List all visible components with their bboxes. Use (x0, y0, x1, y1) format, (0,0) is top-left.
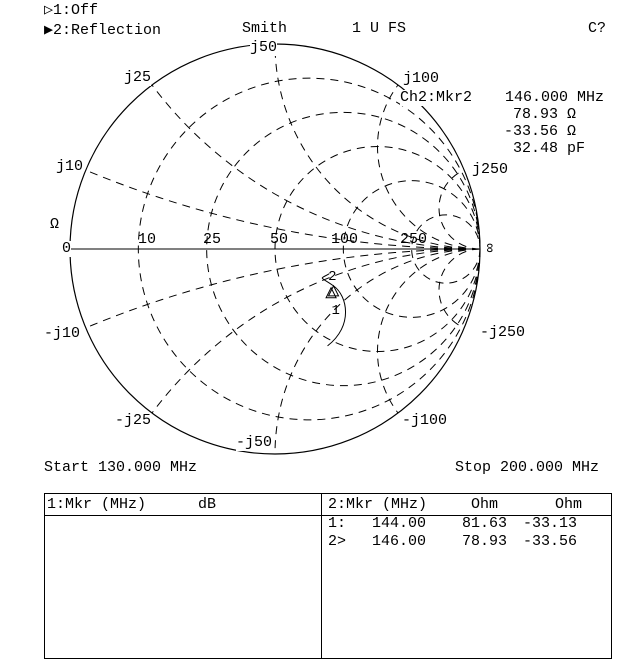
marker-readout-resistance: 78.93 Ω (513, 106, 577, 123)
row-x: -33.13 (523, 515, 578, 532)
right-header-mkr: 2:Mkr (MHz) (328, 496, 428, 513)
label-minus-j100: -j100 (402, 412, 448, 429)
ohm-unit-label: Ω (50, 216, 60, 233)
row-r: 78.93 (462, 533, 508, 550)
label-j25: j25 (124, 69, 152, 86)
label-r10: 10 (138, 231, 157, 248)
sweep-start: Start 130.000 MHz (44, 459, 198, 476)
right-header-ohm-r: Ohm (471, 496, 499, 513)
channel2-status[interactable]: ▶2:Reflection (44, 22, 162, 39)
row-freq: 144.00 (372, 515, 427, 532)
format-label: Smith (242, 20, 288, 37)
label-minus-j250: -j250 (480, 324, 526, 341)
row-id: 1: (328, 515, 347, 532)
marker-2-label: 2 (328, 268, 337, 285)
row-x: -33.56 (523, 533, 578, 550)
table-column-divider (321, 494, 322, 658)
scale-label: 1 U FS (352, 20, 407, 37)
marker-readout-reactance: -33.56 Ω (504, 123, 577, 140)
label-j100: j100 (403, 70, 440, 87)
reactance-arc-100 (378, 85, 481, 249)
marker-readout-title: Ch2:Mkr2 (400, 89, 473, 106)
marker-readout-frequency: 146.000 MHz (505, 89, 605, 106)
marker-readout-capacitance: 32.48 pF (513, 140, 586, 157)
label-rinf: ∞ (480, 243, 498, 253)
label-minus-j10: -j10 (44, 325, 81, 342)
marker-1-label: 1 (331, 302, 340, 319)
reactance-arc-minus-250 (439, 249, 480, 328)
row-id: 2> (328, 533, 347, 550)
label-r25: 25 (203, 231, 222, 248)
row-r: 81.63 (462, 515, 508, 532)
right-header-ohm-x: Ohm (555, 496, 583, 513)
left-header-mkr: 1:Mkr (MHz) (47, 496, 147, 513)
label-r0: 0 (62, 240, 72, 257)
channel1-status[interactable]: ▷1:Off (44, 2, 99, 19)
marker-table (44, 493, 612, 659)
label-minus-j50: -j50 (236, 434, 273, 451)
sweep-stop: Stop 200.000 MHz (455, 459, 600, 476)
reactance-arc-minus-100 (378, 249, 481, 413)
label-j50: j50 (250, 39, 278, 56)
label-r50: 50 (270, 231, 289, 248)
label-r100: 100 (331, 231, 359, 248)
label-j10: j10 (56, 158, 84, 175)
label-j250: j250 (472, 161, 509, 178)
label-minus-j25: -j25 (115, 412, 152, 429)
cal-status: C? (588, 20, 607, 37)
row-freq: 146.00 (372, 533, 427, 550)
label-r250: 250 (400, 231, 428, 248)
left-header-db: dB (198, 496, 217, 513)
